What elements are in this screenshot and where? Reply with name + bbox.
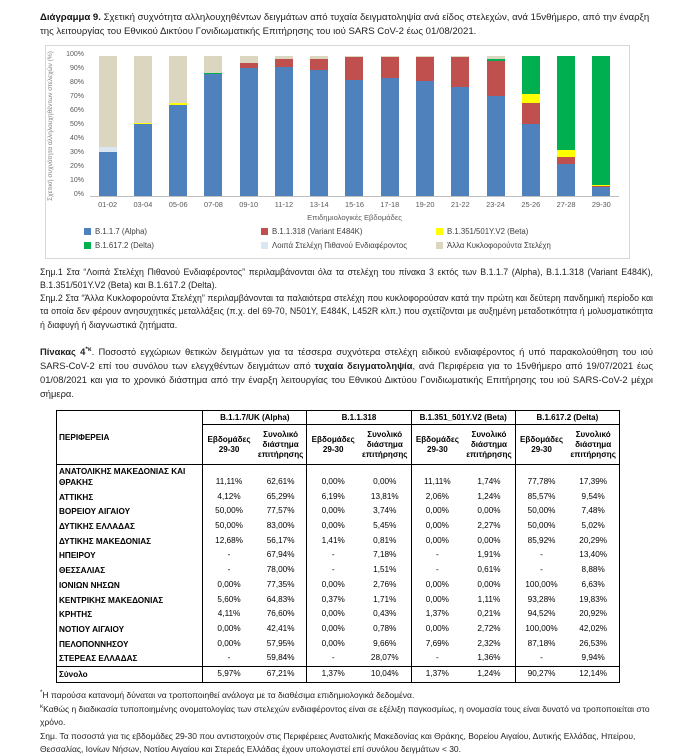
- table-cell: 50,00%: [515, 519, 567, 534]
- table-cell: 0,00%: [203, 622, 255, 637]
- table-cell: 0,43%: [373, 609, 397, 619]
- table-cell: 85,57%: [515, 490, 567, 505]
- bar-segment: [557, 157, 575, 164]
- table-row: [57, 622, 620, 637]
- x-tick-label: 25-26: [521, 199, 541, 209]
- subcolumn-header: Εβδομάδες 29-30: [515, 425, 567, 465]
- table-cell: 0,00%: [307, 465, 359, 490]
- table-cell: 1,91%: [477, 550, 501, 560]
- table-cell: 100,00%: [515, 578, 567, 593]
- bar-15-16: [345, 56, 363, 196]
- table-row: [57, 490, 620, 505]
- x-tick-label: 21-22: [450, 199, 470, 209]
- footnote-3: Σημ. Τα ποσοστά για τις εβδομάδες 29-30 που αντιστοιχούν στις Περιφέρειες Ανατολικής Μακεδονίας και Θράκης, Βορείου Αιγαίου, Δυτικής Ελλάδας, Ηπείρου, Θεσσαλίας, Ιονίων Νήσων, Νοτίου Αιγαίου και Στερεάς Ελλάδας έχουν υπολογιστεί επί συνόλου δειγμάτων < 30.: [40, 730, 636, 754]
- y-tick-label: 10%: [69, 177, 84, 185]
- table-cell: 0,37%: [307, 593, 359, 608]
- bar-13-14: [310, 56, 328, 196]
- y-tick-label: 80%: [69, 79, 84, 87]
- table-cell: 19,83%: [579, 594, 608, 604]
- table-cell: 85,92%: [515, 534, 567, 549]
- table-cell: 20,92%: [579, 609, 608, 619]
- bar-segment: [451, 57, 469, 86]
- table-cell: 13,81%: [370, 491, 399, 501]
- table-cell: 0,00%: [307, 578, 359, 593]
- bar-slot: [372, 56, 407, 196]
- bar-slot: [161, 56, 196, 196]
- bar-01-02: [99, 56, 117, 196]
- bar-segment: [381, 78, 399, 196]
- table-cell: 0,00%: [477, 535, 501, 545]
- table-cell: 0,00%: [411, 622, 463, 637]
- table-row: [57, 607, 620, 622]
- table-row: [57, 534, 620, 549]
- bar-slot: [548, 56, 583, 196]
- legend-item: [84, 241, 261, 250]
- bar-segment: [592, 56, 610, 185]
- chart-legend: [46, 227, 629, 250]
- table-cell: 4,11%: [203, 607, 255, 622]
- table-cell: 7,69%: [411, 637, 463, 652]
- footnote-1: *Η παρούσα κατανομή δύναται να τροποποιηθεί ανάλογα με τα διαθέσιμα επιδημιολογικά δεδομένα.: [40, 688, 415, 700]
- table-cell: 83,00%: [266, 521, 295, 531]
- bar-segment: [99, 152, 117, 195]
- subcolumn-header: Συνολικό διάστημα επιτήρησης: [567, 425, 619, 465]
- table-row: [57, 465, 620, 490]
- table-cell: 1,37%: [411, 667, 463, 683]
- table-cell: 1,71%: [373, 594, 397, 604]
- variant-group-header: B.1.1.7/UK (Alpha): [203, 411, 307, 425]
- table-cell: 1,41%: [307, 534, 359, 549]
- table-cell: 0,00%: [307, 504, 359, 519]
- table-cell: 77,78%: [515, 465, 567, 490]
- table-cell: 100,00%: [515, 622, 567, 637]
- table-cell: 12,68%: [203, 534, 255, 549]
- table-cell: 1,74%: [477, 476, 501, 486]
- table-cell: -: [515, 548, 567, 563]
- x-tick-label: 01-02: [98, 199, 118, 209]
- bar-segment: [557, 164, 575, 196]
- table-cell: 0,00%: [411, 578, 463, 593]
- region-name: ΒΟΡΕΙΟΥ ΑΙΓΑΙΟΥ: [59, 507, 131, 517]
- table-cell: 76,60%: [266, 609, 295, 619]
- legend-swatch: [84, 228, 91, 235]
- table-header-row: [57, 411, 620, 425]
- table-caption: [40, 345, 653, 402]
- table-cell: 50,00%: [203, 504, 255, 519]
- region-name: ΔΥΤΙΚΗΣ ΜΑΚΕΔΟΝΙΑΣ: [59, 536, 152, 546]
- table-cell: 50,00%: [203, 519, 255, 534]
- x-tick-label: 13-14: [309, 199, 329, 209]
- table-cell: -: [411, 651, 463, 666]
- table-cell: 4,12%: [203, 490, 255, 505]
- bar-slot: [478, 56, 513, 196]
- legend-label: Λοιπά Στελέχη Πιθανού Ενδιαφέροντος: [272, 240, 408, 250]
- bar-segment: [204, 56, 222, 73]
- table-cell: 77,35%: [266, 579, 295, 589]
- table-cell: -: [203, 563, 255, 578]
- variants-table: [56, 410, 620, 682]
- bar-slot: [90, 56, 125, 196]
- subcolumn-header: Συνολικό διάστημα επιτήρησης: [255, 425, 307, 465]
- bar-slot: [125, 56, 160, 196]
- table-cell: 0,61%: [477, 565, 501, 575]
- table-cell: 0,00%: [307, 637, 359, 652]
- bar-25-26: [522, 56, 540, 196]
- table-cell: 1,37%: [411, 607, 463, 622]
- table-cell: 42,41%: [266, 623, 295, 633]
- bar-segment: [134, 124, 152, 195]
- table-cell: -: [307, 651, 359, 666]
- table-caption-label: Πίνακας 4: [40, 345, 86, 357]
- table-cell: 26,53%: [579, 638, 608, 648]
- table-cell: 8,88%: [581, 565, 605, 575]
- table-row: [57, 651, 620, 666]
- table-cell: 90,27%: [515, 667, 567, 683]
- bar-slot: [231, 56, 266, 196]
- table-cell: -: [307, 548, 359, 563]
- bar-segment: [310, 70, 328, 196]
- table-caption-text-2: , ανά Περιφέρεια για το 15νθήμερο από 19/07/2021 έως 01/08/2021 και για το χρονικό διάστημα από την έναρξη λειτουργίας του Εθνικού Δικτύου Γονιδιωματικής Επιτήρησης του ιού SARS-CoV-2 μέχρι σήμερα.: [40, 359, 653, 400]
- bar-21-22: [451, 56, 469, 196]
- variant-group-header: B.1.617.2 (Delta): [515, 411, 619, 425]
- bar-17-18: [381, 56, 399, 196]
- table-cell: -: [203, 548, 255, 563]
- bar-segment: [487, 61, 505, 96]
- bar-segment: [522, 103, 540, 124]
- subcolumn-header: Εβδομάδες 29-30: [307, 425, 359, 465]
- bar-segment: [451, 87, 469, 196]
- bar-segment: [275, 59, 293, 67]
- table-cell: 5,60%: [203, 593, 255, 608]
- table-cell: 11,11%: [411, 465, 463, 490]
- bar-segment: [345, 57, 363, 79]
- table-cell: 6,63%: [581, 579, 605, 589]
- table-cell: 64,83%: [266, 594, 295, 604]
- bar-segment: [592, 187, 610, 195]
- y-axis-title: Σχετική συχνότητα αλληλουχηθέντων στελεχών (%): [47, 50, 54, 201]
- note-2: Σημ.2 Στα “Άλλα Κυκλοφορούντα Στελέχη” περιλαμβάνονται τα παλαιότερα στελέχη που κυκλοφορούσαν κατά την πρώτη και δεύτερη πανδημική περίοδο και τα οποία δεν φέρουν ανησυχητικές μεταλλάξεις (π.χ. del 69-70, N501Y, E484K, L452R κλπ.) που σχετίζονται με αυξημένη μεταδοτικότητα ή μολυσματικότητα ή διαφυγή ή διαγνωστικά ζητήματα.: [40, 293, 653, 330]
- bar-slot: [266, 56, 301, 196]
- bar-29-30: [592, 56, 610, 196]
- bar-segment: [416, 81, 434, 196]
- region-name: ΗΠΕΙΡΟΥ: [59, 551, 96, 561]
- table-caption-bold: τυχαία δειγματοληψία: [314, 359, 413, 371]
- table-cell: 0,00%: [411, 504, 463, 519]
- diagram-caption-text: Σχετική συχνότητα αλληλουχηθέντων δειγμάτων από τυχαία δειγματοληψία ανά είδος στελεχών, ανά 15νθήμερο, από την έναρξη της λειτουργίας του Εθνικού Δικτύου Γονιδιωματικής Επιτήρησης του ιού SARS CoV-2 έως 01/08/2021.: [40, 12, 650, 37]
- bar-slot: [337, 56, 372, 196]
- note-1: Σημ.1 Στα “Λοιπά Στελέχη Πιθανού Ενδιαφέροντος” περιλαμβάνονται όλα τα στελέχη του πίνακα 3 εκτός των B.1.1.7 (Alpha), B.1.1.318 (Variant E484K), B.1.351/501Y.V2 (Beta) και B.1.617.2 (Delta).: [40, 266, 653, 290]
- table-cell: -: [411, 563, 463, 578]
- table-cell: 2,72%: [477, 623, 501, 633]
- bar-segment: [345, 80, 363, 196]
- x-tick-label: 17-18: [380, 199, 400, 209]
- table-cell: 1,37%: [307, 667, 359, 683]
- legend-item: [436, 241, 629, 250]
- table-cell: 42,02%: [579, 623, 608, 633]
- table-row: [57, 504, 620, 519]
- bar-09-10: [240, 56, 258, 196]
- table-cell: 0,00%: [411, 519, 463, 534]
- table-cell: 67,94%: [266, 550, 295, 560]
- region-name: ΣΤΕΡΕΑΣ ΕΛΛΑΔΑΣ: [59, 654, 138, 664]
- region-name: ΚΡΗΤΗΣ: [59, 610, 93, 620]
- bar-05-06: [169, 56, 187, 196]
- subcolumn-header: Συνολικό διάστημα επιτήρησης: [359, 425, 411, 465]
- bar-segment: [204, 74, 222, 196]
- table-cell: 57,95%: [266, 638, 295, 648]
- table-cell: 0,81%: [373, 535, 397, 545]
- legend-label: B.1.351/501Y.V2 (Beta): [447, 226, 529, 236]
- table-cell: 78,00%: [266, 565, 295, 575]
- table-cell: 0,00%: [411, 593, 463, 608]
- region-column-header: ΠΕΡΙΦΕΡΕΙΑ: [57, 411, 203, 465]
- table-cell: 0,00%: [307, 607, 359, 622]
- bar-segment: [275, 67, 293, 196]
- legend-label: B.1.617.2 (Delta): [95, 240, 154, 250]
- legend-item: [84, 227, 261, 236]
- table-cell: -: [203, 651, 255, 666]
- plot-area: [90, 56, 619, 197]
- region-name: ΠΕΛΟΠΟΝΝΗΣΟΥ: [59, 639, 129, 649]
- x-tick-label: 27-28: [556, 199, 576, 209]
- bar-segment: [310, 59, 328, 70]
- bar-slot: [584, 56, 619, 196]
- region-name: ΑΝΑΤΟΛΙΚΗΣ ΜΑΚΕΔΟΝΙΑΣ ΚΑΙ ΘΡΑΚΗΣ: [59, 467, 186, 487]
- legend-swatch: [436, 228, 443, 235]
- stacked-bar-chart: [45, 45, 630, 259]
- table-cell: 5,45%: [373, 521, 397, 531]
- table-body: [57, 465, 620, 682]
- bar-segment: [240, 56, 258, 63]
- table-cell: -: [411, 548, 463, 563]
- diagram-notes: [40, 266, 653, 332]
- table-head: [57, 411, 620, 465]
- legend-swatch: [261, 228, 268, 235]
- legend-item: [436, 227, 629, 236]
- table-cell: 0,00%: [307, 622, 359, 637]
- table-cell: 1,51%: [373, 565, 397, 575]
- bar-segment: [487, 96, 505, 195]
- bar-segment: [522, 56, 540, 94]
- diagram-caption: [40, 11, 653, 39]
- bar-slot: [513, 56, 548, 196]
- table-cell: 9,54%: [581, 491, 605, 501]
- bar-slot: [302, 56, 337, 196]
- x-tick-label: 23-24: [486, 199, 505, 209]
- table-cell: 2,27%: [477, 521, 501, 531]
- x-tick-label: 19-20: [415, 199, 435, 209]
- table-cell: -: [515, 651, 567, 666]
- table-cell: -: [307, 563, 359, 578]
- bar-segment: [557, 56, 575, 150]
- table-row: [57, 563, 620, 578]
- region-name: ΑΤΤΙΚΗΣ: [59, 492, 94, 502]
- region-name: ΝΟΤΙΟΥ ΑΙΓΑΙΟΥ: [59, 625, 125, 634]
- table-cell: 0,00%: [203, 578, 255, 593]
- x-tick-label: 29-30: [591, 199, 611, 209]
- table-cell: -: [515, 563, 567, 578]
- table-cell: 5,02%: [581, 521, 605, 531]
- x-tick-label: 09-10: [239, 199, 259, 209]
- table-cell: 59,84%: [266, 653, 295, 663]
- bar-11-12: [275, 56, 293, 196]
- table-footnotes: [40, 688, 653, 756]
- table-cell: 9,66%: [373, 638, 397, 648]
- table-cell: 1,24%: [463, 667, 515, 683]
- y-tick-label: 90%: [69, 65, 84, 73]
- legend-item: [261, 241, 436, 250]
- x-axis-ticks: [90, 200, 619, 209]
- x-tick-label: 05-06: [168, 199, 188, 209]
- table-cell: 2,06%: [411, 490, 463, 505]
- table-cell: 1,24%: [477, 491, 501, 501]
- table-cell: 94,52%: [515, 607, 567, 622]
- x-tick-label: 07-08: [203, 199, 223, 209]
- bar-23-24: [487, 56, 505, 196]
- table-cell: 13,40%: [579, 550, 608, 560]
- bar-segment: [134, 56, 152, 123]
- bar-slot: [407, 56, 442, 196]
- x-tick-label: 15-16: [345, 199, 364, 209]
- bar-segment: [522, 94, 540, 104]
- variant-group-header: B.1.1.318: [307, 411, 411, 425]
- region-name: ΙΟΝΙΩΝ ΝΗΣΩΝ: [59, 580, 120, 590]
- bar-segment: [522, 124, 540, 195]
- region-name: Σύνολο: [57, 667, 203, 683]
- legend-swatch: [261, 242, 268, 249]
- subcolumn-header: Εβδομάδες 29-30: [411, 425, 463, 465]
- table-cell: 93,28%: [515, 593, 567, 608]
- y-tick-label: 0%: [73, 191, 84, 199]
- table-cell: 0,00%: [477, 579, 501, 589]
- bar-segment: [169, 56, 187, 104]
- table-cell: 0,78%: [373, 623, 397, 633]
- table-cell: 77,57%: [266, 506, 295, 516]
- table-cell: 6,19%: [307, 490, 359, 505]
- bar-segment: [381, 57, 399, 78]
- table-cell: 0,00%: [203, 637, 255, 652]
- table-cell: 28,07%: [370, 653, 399, 663]
- x-axis-title: Επιδημιολογικές Εβδομάδες: [307, 212, 402, 222]
- table-cell: 87,18%: [515, 637, 567, 652]
- bar-segment: [240, 68, 258, 195]
- bar-segment: [169, 105, 187, 196]
- y-tick-label: 70%: [69, 93, 84, 101]
- bar-slot: [196, 56, 231, 196]
- table-cell: 10,04%: [359, 667, 411, 683]
- footnote-2: $^\kappa$Καθώς η διαδικασία τυποποιημένης ονοματολογίας των στελεχών ενδιαφέροντος είναι σε εξέλιξη παγκοσμίως, η ονομασία τους είναι δυνατό να τροποποιείται στο χρόνο.: [40, 702, 650, 727]
- table-cell: 0,21%: [477, 609, 501, 619]
- y-tick-label: 100%: [66, 51, 84, 59]
- region-name: ΔΥΤΙΚΗΣ ΕΛΛΑΔΑΣ: [59, 522, 135, 532]
- x-tick-label: 11-12: [274, 199, 294, 209]
- table-cell: 7,18%: [373, 550, 397, 560]
- region-name: ΚΕΝΤΡΙΚΗΣ ΜΑΚΕΔΟΝΙΑΣ: [59, 595, 164, 605]
- table-total-row: [57, 667, 620, 683]
- table-row: [57, 593, 620, 608]
- table-cell: 0,00%: [411, 534, 463, 549]
- table-cell: 5,97%: [203, 667, 255, 683]
- table-cell: 11,11%: [203, 465, 255, 490]
- table-cell: 1,11%: [477, 594, 501, 604]
- subcolumn-header: Εβδομάδες 29-30: [203, 425, 255, 465]
- table-cell: 2,32%: [477, 638, 501, 648]
- table-cell: 65,29%: [266, 491, 295, 501]
- bar-slot: [443, 56, 478, 196]
- table-row: [57, 578, 620, 593]
- legend-label: Άλλα Κυκλοφορούντα Στελέχη: [447, 240, 551, 250]
- table-cell: 9,94%: [581, 653, 605, 663]
- table-cell: 12,14%: [567, 667, 619, 683]
- diagram-caption-label: Διάγραμμα 9.: [40, 12, 101, 23]
- table-cell: 0,00%: [307, 519, 359, 534]
- table-cell: 17,39%: [579, 476, 608, 486]
- bar-segment: [99, 56, 117, 147]
- table-cell: 7,48%: [581, 506, 605, 516]
- bar-19-20: [416, 56, 434, 196]
- table-cell: 50,00%: [515, 504, 567, 519]
- table-cell: 3,74%: [373, 506, 397, 516]
- table-row: [57, 519, 620, 534]
- table-cell: 67,21%: [255, 667, 307, 683]
- bar-03-04: [134, 56, 152, 196]
- variant-group-header: B.1.351_501Y.V2 (Beta): [411, 411, 515, 425]
- bar-27-28: [557, 56, 575, 196]
- region-name: ΘΕΣΣΑΛΙΑΣ: [59, 566, 106, 576]
- y-tick-label: 50%: [69, 121, 84, 129]
- table-cell: 62,61%: [266, 476, 295, 486]
- table-row: [57, 637, 620, 652]
- legend-item: [261, 227, 436, 236]
- table-row: [57, 548, 620, 563]
- y-tick-label: 30%: [69, 149, 84, 157]
- table-cell: 0,00%: [373, 476, 397, 486]
- table-cell: 56,17%: [266, 535, 295, 545]
- table-caption-text-1: . Ποσοστό εγχώριων θετικών δειγμάτων για τα τέσσερα συχνότερα στελέχη ειδικού ενδιαφέροντος ή υπό παρακολούθηση του ιού SARS-CoV-2 επί του συνόλου των ελεγχθέντων δειγμάτων από: [40, 345, 653, 371]
- y-tick-label: 60%: [69, 107, 84, 115]
- table-cell: 2,76%: [373, 579, 397, 589]
- table-cell: 20,29%: [579, 535, 608, 545]
- bar-segment: [416, 57, 434, 81]
- y-tick-label: 40%: [69, 135, 84, 143]
- legend-label: B.1.1.318 (Variant E484K): [272, 226, 363, 236]
- table-cell: 0,00%: [477, 506, 501, 516]
- bar-segment: [557, 150, 575, 157]
- table-cell: 1,36%: [477, 653, 501, 663]
- subcolumn-header: Συνολικό διάστημα επιτήρησης: [463, 425, 515, 465]
- y-tick-label: 20%: [69, 163, 84, 171]
- bar-07-08: [204, 56, 222, 196]
- legend-swatch: [436, 242, 443, 249]
- table-caption-superscript: *κ: [85, 345, 92, 353]
- legend-label: B.1.1.7 (Alpha): [95, 226, 148, 236]
- legend-swatch: [84, 242, 91, 249]
- x-tick-label: 03-04: [133, 199, 153, 209]
